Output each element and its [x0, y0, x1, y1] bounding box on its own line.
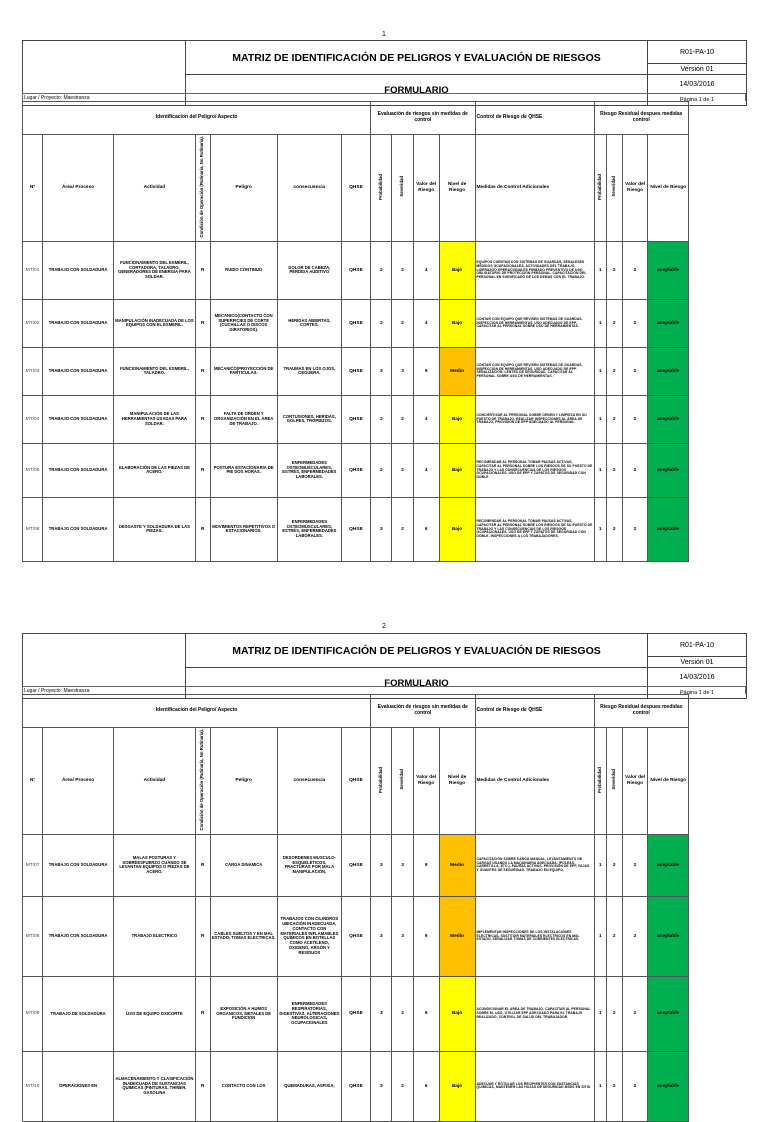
row-severity: 3 [392, 896, 413, 976]
row-probability: 3 [371, 347, 392, 395]
row-risk-level: Bajo [439, 976, 475, 1051]
document-title: MATRIZ DE IDENTIFICACIÓN DE PELIGROS Y EVALUACIÓN DE RIESGOS [186, 634, 648, 668]
row-activity: ALMACENAMIENTO Y CLASIFICACIÓN INADECUADA DE SUSTANCIAS QUIMICAS (PINTURAS, THINER, GASOLINA [113, 1051, 195, 1121]
row-risk-level-residual: aceptable [648, 497, 689, 561]
row-severity: 2 [392, 299, 413, 347]
row-risk-value: 4 [413, 299, 439, 347]
document-code: R01-PA-10 [648, 634, 747, 657]
row-probability: 2 [371, 395, 392, 443]
col-area: Área/ Proceso [43, 135, 114, 242]
row-qhse: QHSE [341, 395, 370, 443]
row-risk-level: Bajo [439, 443, 475, 497]
row-probability: 3 [371, 976, 392, 1051]
document-version: Versión 01 [648, 657, 747, 668]
row-control-measures: ADECUAR Y ROTULAR LOS RECIPIENTES CON SUSTANCIAS QUIMICAS, MANTENER LAS HOJAS DE SEGURIDAD MSDS EN SITIO [475, 1051, 594, 1121]
row-consequence: ENFERMEDADES OSTEOMUSCULARES, ESTRÉS, ENFERMEDADES LABORALES. [277, 497, 341, 561]
row-risk-level: Medio [439, 834, 475, 896]
risk-matrix-table [22, 694, 689, 1122]
row-severity-residual: 2 [606, 299, 622, 347]
row-severity-residual: 2 [606, 241, 622, 299]
row-risk-value: 6 [413, 976, 439, 1051]
col-activity: Actividad [113, 135, 195, 242]
col-risk-value: Valor del Riesgo [413, 135, 439, 242]
page-number: 1 [382, 31, 386, 38]
col-qhse: QHSE [341, 135, 370, 242]
row-number: MT/09 [23, 976, 43, 1051]
row-number: MT/05 [23, 443, 43, 497]
row-qhse: QHSE [341, 241, 370, 299]
row-qhse: QHSE [341, 834, 370, 896]
row-probability-residual: 1 [594, 443, 606, 497]
place-label: Lugar / Proyecto: Maestranza [22, 686, 746, 694]
row-risk-value: 4 [413, 241, 439, 299]
row-risk-value-residual: 2 [622, 443, 648, 497]
row-number: MT/02 [23, 299, 43, 347]
group-control: Control de Riesgo de QHSE [475, 695, 594, 728]
row-condition: R [195, 1051, 210, 1121]
row-risk-value-residual: 2 [622, 896, 648, 976]
group-evaluation: Evaluación de riesgos sin medidas de control [371, 695, 475, 728]
row-hazard: EXPOSICIÓN A HUMOS ORGANICOS, METALES DE FUNDICIÓN [210, 976, 277, 1051]
row-probability: 3 [371, 896, 392, 976]
document-subtitle: FORMULARIO [186, 75, 648, 106]
document-date: 14/03/2016 [648, 75, 747, 94]
row-severity: 2 [392, 443, 413, 497]
row-consequence: TRAUMAS EN LOS OJOS, CEGUERA. [277, 347, 341, 395]
row-number: MT/07 [23, 834, 43, 896]
row-control-measures: RECOMENDAR AL PERSONAL TOMAR PAUSAS ACTIVAS, CAPACITAR AL PERSONAL SOBRE LOS RIESGOS DE SU PUESTO DE TRABAJO Y LAS CONSECUENCIAS DE LOS RIESGOS OCUPACIONALES. USO DE EPP Y ZAPATOS DE SEGURIDAD CON DOBLE [475, 443, 594, 497]
row-consequence: CONTUSIONES, HERIDAS, GOLPES, TROPIEZOS. [277, 395, 341, 443]
row-consequence: QUEMADURAS, ASFIXIA, [277, 1051, 341, 1121]
page-label: Página 1 de 1 [648, 687, 747, 699]
row-severity: 2 [392, 976, 413, 1051]
logo-cell [23, 634, 186, 687]
row-risk-level-residual: aceptable [648, 976, 689, 1051]
col-measures: Medidas de Control Adicionales [475, 728, 594, 835]
col-measures: Medidas de Control Adicionales [475, 135, 594, 242]
row-probability-residual: 1 [594, 395, 606, 443]
row-control-measures: ACONDICIONAR EL AREA DE TRABAJO, CAPACITAR AL PERSONAL SOBRE EL USO, UTILIZAR EPP ADECUADO PARA EL TRABAJO REALIZADO, CONTROL DE SALUD DEL TRABAJADOR. [475, 976, 594, 1051]
group-identification: Identificacion del Peligro/ Aspecto [23, 102, 371, 135]
row-control-measures: EQUIPOS CUENTAN CON SISTEMAS DE GUARDAS, SENALESES MEDIDOS OCUPACIONALES, ACTIVIDADES DEL TRABAJO, LIDERAZGO OPERACIONALES FIRMADO PREVENTIVO DE USO OBLIGATORIO DE PROTECCIÓN PERSONAL. CAPACITACIÓN DEL PERSONAL EN SIGNIFICADO DE LOS DEMAS CON EL TRABAJO. [475, 241, 594, 299]
row-severity-residual: 2 [606, 834, 622, 896]
col-severity: Severidad [392, 135, 413, 242]
row-hazard: CONTACTO CON LOS [210, 1051, 277, 1121]
row-condition: R [195, 497, 210, 561]
row-probability: 3 [371, 1051, 392, 1121]
row-severity: 3 [392, 834, 413, 896]
row-control-measures: CONCIENTIZAR AL PERSONAL SOBRE ORDEN Y LIMPIEZA EN SU PUESTO DE TRABAJO, REALIZAR INSPECCIONES AL ÁREA DE TRABAJO, PROVISIÓN DE EPP ADECUADO AL PERSONAL. [475, 395, 594, 443]
row-probability-residual: 1 [594, 241, 606, 299]
row-activity: FUNCIONAMIENTO DEL ESMERIL, TALADRO. [113, 347, 195, 395]
row-probability: 2 [371, 443, 392, 497]
row-risk-level-residual: aceptable [648, 395, 689, 443]
row-area: OPERACIONES EN [43, 1051, 114, 1121]
row-control-measures: IMPLEMENTAR INSPECCIONES DE LOS INSTALACIONES ELECTRICAS. SUSTITUIR MATERIALES ELECTRICOS EN MAL ESTADO, SEÑALIZAR TOMAS DE CORRIENTES ELECTRICAS. [475, 896, 594, 976]
row-risk-value: 4 [413, 443, 439, 497]
row-condition: R [195, 241, 210, 299]
row-condition: R [195, 395, 210, 443]
document-date: 14/03/2016 [648, 668, 747, 687]
row-activity: MALAS POSTURAS Y SOBREESFUERZO CUANDO SE LEVANTAN EQUIPOS O PIEZAS DE ACERO. [113, 834, 195, 896]
row-severity-residual: 2 [606, 896, 622, 976]
row-risk-level: Bajo [439, 299, 475, 347]
row-risk-value-residual: 2 [622, 497, 648, 561]
row-area: TRABAJO CON SOLDADURA [43, 497, 114, 561]
row-condition: R [195, 443, 210, 497]
row-risk-value-residual: 2 [622, 1051, 648, 1121]
place-label: Lugar / Proyecto: Maestranza [22, 93, 746, 101]
document-version: Versión 01 [648, 64, 747, 75]
row-activity: DESGASTE Y SOLDADURA DE LAS PIEZAS. [113, 497, 195, 561]
col-severity-residual: Severidad [606, 728, 622, 835]
row-activity: TRABAJO ELECTRICO [113, 896, 195, 976]
row-qhse: QHSE [341, 299, 370, 347]
col-probability: Probabilidad [371, 728, 392, 835]
row-risk-level-residual: aceptable [648, 834, 689, 896]
col-hazard: Peligro [210, 135, 277, 242]
row-qhse: QHSE [341, 1051, 370, 1121]
row-activity: MANIPULACIÓN INADECUADA DE LOS EQUIPOS CON EL ESMERIL. [113, 299, 195, 347]
row-probability: 3 [371, 834, 392, 896]
row-qhse: QHSE [341, 443, 370, 497]
row-number: MT/01 [23, 241, 43, 299]
document-subtitle: FORMULARIO [186, 668, 648, 699]
row-probability-residual: 1 [594, 1051, 606, 1121]
row-probability-residual: 1 [594, 299, 606, 347]
row-risk-value-residual: 2 [622, 241, 648, 299]
page-label: Página 1 de 1 [648, 94, 747, 106]
table-row [23, 834, 689, 896]
col-n: N° [23, 135, 43, 242]
row-qhse: QHSE [341, 497, 370, 561]
col-risk-level: Nivel de Riesgo [439, 135, 475, 242]
row-risk-level-residual: aceptable [648, 299, 689, 347]
row-number: MT/04 [23, 395, 43, 443]
col-consequence: consecuencia [277, 135, 341, 242]
col-risk-value: Valor del Riesgo [413, 728, 439, 835]
rows-page-2 [23, 834, 689, 1121]
row-qhse: QHSE [341, 976, 370, 1051]
row-hazard: CABLES SUELTOS Y EN MAL ESTADO, TOMAS ELECTRICAS. [210, 896, 277, 976]
row-severity-residual: 2 [606, 395, 622, 443]
page-number: 2 [382, 623, 386, 630]
row-risk-level: Medio [439, 347, 475, 395]
row-activity: USO DE EQUIPO OXICORTE [113, 976, 195, 1051]
row-consequence: ENFERMEDADES OSTEOMUSCULARES, ESTRÉS, ENFERMEDADES LABORALES. [277, 443, 341, 497]
row-severity-residual: 2 [606, 347, 622, 395]
row-number: MT/08 [23, 896, 43, 976]
row-hazard: RUIDO CONTINUO [210, 241, 277, 299]
col-severity-residual: Severidad [606, 135, 622, 242]
col-risk-value-residual: Valor del Riesgo [622, 135, 648, 242]
col-risk-level: Nivel de Riesgo [439, 728, 475, 835]
row-risk-value: 9 [413, 347, 439, 395]
row-risk-level-residual: aceptable [648, 443, 689, 497]
row-qhse: QHSE [341, 896, 370, 976]
row-activity: FUNCIONAMIENTO DEL ESMERIL, CORTADORA, TALADRO, GENERADORES DE ENERGIA PARA SOLDAR. [113, 241, 195, 299]
row-area: TRABAJO CON SOLDADURA [43, 443, 114, 497]
row-severity-residual: 2 [606, 976, 622, 1051]
row-severity: 2 [392, 1051, 413, 1121]
row-condition: R [195, 896, 210, 976]
row-area: TRABAJO CON SOLDADURA [43, 347, 114, 395]
col-area: Área/ Proceso [43, 728, 114, 835]
col-condition: Condición de Operación (Rutinaria, No Rutinaria). [195, 728, 210, 835]
row-probability: 2 [371, 241, 392, 299]
row-qhse: QHSE [341, 347, 370, 395]
table-row [23, 1051, 689, 1121]
row-hazard: MECANICO(CONTACTO CON SUPERFICIES DE CORTE (CUCHILLAS O DISCOS GIRATORIOS). [210, 299, 277, 347]
row-hazard: FALTA DE ORDEN Y ORGANIZACIÓN EN EL ÁREA DE TRABAJO. [210, 395, 277, 443]
row-severity-residual: 2 [606, 443, 622, 497]
row-hazard: MECANICO(PROYECCIÓN DE PARTICULAS. [210, 347, 277, 395]
row-consequence: DESORDENES MUSCULO-ESQUELÉTICOS, FRACTURAS POR MALA MANIPULACIÓN. [277, 834, 341, 896]
row-risk-value: 6 [413, 497, 439, 561]
row-hazard: POSTURA ESTACIONARIA DE PIE DOS HORAS. [210, 443, 277, 497]
row-area: TRABAJO CON SOLDADURA [43, 299, 114, 347]
row-number: MT/03 [23, 347, 43, 395]
col-qhse: QHSE [341, 728, 370, 835]
row-consequence: DOLOR DE CABEZA, PÉRDIDA AUDITIVO [277, 241, 341, 299]
row-risk-level-residual: aceptable [648, 1051, 689, 1121]
row-area: TRABAJO DE SOLDADURA [43, 976, 114, 1051]
row-consequence: TRABAJOS CON CILINDROS UBICACIÓN INADECUADA, CONTACTO CON MATERIALES INFLAMABLES QUÍMICOS EN BOTELLAS COMO ACETILENO, OXIGENO, ARGÓN Y RESIDUOS [277, 896, 341, 976]
row-risk-level: Bajo [439, 241, 475, 299]
col-activity: Actividad [113, 728, 195, 835]
row-severity-residual: 2 [606, 497, 622, 561]
group-residual: Riesgo Residual despues medidas control [594, 695, 688, 728]
row-severity: 2 [392, 395, 413, 443]
row-number: MT/06 [23, 497, 43, 561]
row-risk-level-residual: aceptable [648, 896, 689, 976]
row-hazard: MOVIMIENTOS REPETITIVOS O ESTACIONARIOS. [210, 497, 277, 561]
group-identification: Identificacion del Peligro/ Aspecto [23, 695, 371, 728]
col-consequence: consecuencia [277, 728, 341, 835]
row-probability: 3 [371, 497, 392, 561]
row-control-measures: RECOMENDAR AL PERSONAL TOMAR PAUSAS ACTIVAS, CAPACITAR AL PERSONAL SOBRE LOS RIESGOS DE SU PUESTO DE TRABAJO Y LAS CONSECUENCIAS DE LOS RIESGOS OCUPACIONALES. USO DE EPP Y ZAPATOS DE SEGURIDAD CON DOBLE. INSPECCIONES A LOS TRABAJADORES. [475, 497, 594, 561]
row-risk-level: Bajo [439, 497, 475, 561]
row-area: TRABAJO CON SOLDADURA [43, 896, 114, 976]
row-activity: MANIPULACIÓN DE LAS HERRAMIENTAS USADAS PARA SOLDAR. [113, 395, 195, 443]
row-condition: R [195, 299, 210, 347]
row-risk-value: 4 [413, 395, 439, 443]
row-area: TRABAJO CON SOLDADURA [43, 395, 114, 443]
table-row [23, 976, 689, 1051]
col-risk-value-residual: Valor del Riesgo [622, 728, 648, 835]
col-probability-residual: Probabilidad [594, 728, 606, 835]
row-probability-residual: 1 [594, 347, 606, 395]
row-condition: R [195, 976, 210, 1051]
document-title: MATRIZ DE IDENTIFICACIÓN DE PELIGROS Y EVALUACIÓN DE RIESGOS [186, 41, 648, 75]
row-consequence: HERIDAS ABIERTAS, CORTES. [277, 299, 341, 347]
row-risk-level: Bajo [439, 395, 475, 443]
row-risk-level: Bajo [439, 1051, 475, 1121]
row-probability: 2 [371, 299, 392, 347]
row-number: MT/10 [23, 1051, 43, 1121]
row-control-measures: CONTAR CON EQUIPO QUE REVISEN SISTEMAS DE GUARDAS. INSPECCIÓN DE HERRAMIENTAS. USO ADECUADO DE EPP. CAPACITAR AL PERSONAL SOBRE USO DE HERRAMIENTAS. [475, 299, 594, 347]
row-risk-level-residual: aceptable [648, 241, 689, 299]
row-risk-level-residual: aceptable [648, 347, 689, 395]
col-probability: Probabilidad [371, 135, 392, 242]
row-probability-residual: 1 [594, 834, 606, 896]
row-probability-residual: 1 [594, 497, 606, 561]
row-probability-residual: 1 [594, 976, 606, 1051]
col-risk-level-residual: Nivel de Riesgo [648, 728, 689, 835]
row-risk-value: 9 [413, 834, 439, 896]
group-control: Control de Riesgo de QHSE [475, 102, 594, 135]
row-risk-value: 6 [413, 1051, 439, 1121]
row-hazard: CARGA DINAMICA [210, 834, 277, 896]
col-condition: Condición de Operación (Rutinaria, No Rutinaria). [195, 135, 210, 242]
group-residual: Riesgo Residual despues medidas control [594, 102, 688, 135]
row-control-measures: CAPACITACIÓN SOBRE CARGA MANUAL. LEVANTAMIENTO DE CARGAS USANDO LA MAQUINARIA ADECUADA. (POLEAS, CARRETILLA, ETC.). PAUSAS ACTIVAS. PROVISIÓN DE EPP, FAJAS Y GUANTES DE SEGURIDAD. TRABAJO EN EQUIPO. [475, 834, 594, 896]
row-area: TRABAJO CON SOLDADURA [43, 834, 114, 896]
col-severity: Severidad [392, 728, 413, 835]
row-risk-level: Medio [439, 896, 475, 976]
row-risk-value: 9 [413, 896, 439, 976]
row-risk-value-residual: 2 [622, 395, 648, 443]
document-code: R01-PA-10 [648, 41, 747, 64]
row-activity: ELABORACIÓN DE LAS PIEZAS DE ACERO. [113, 443, 195, 497]
row-risk-value-residual: 2 [622, 834, 648, 896]
row-risk-value-residual: 2 [622, 347, 648, 395]
col-probability-residual: Probabilidad [594, 135, 606, 242]
col-n: N° [23, 728, 43, 835]
table-row [23, 896, 689, 976]
row-severity: 2 [392, 497, 413, 561]
row-severity: 2 [392, 241, 413, 299]
row-control-measures: CONTAR CON EQUIPO QUE REVISEN SISTEMAS DE GUARDAS. INSPECCIÓN DE HERRAMIENTAS. USO ADECUADO DE EPP. SEÑALIZACIÓN, LENTES DE SEGURIDAD. CAPACITAR AL PERSONAL SOBRE USO DE HERRAMIENTAS. [475, 347, 594, 395]
row-probability-residual: 1 [594, 896, 606, 976]
row-severity: 3 [392, 347, 413, 395]
group-evaluation: Evaluación de riesgos sin medidas de control [371, 102, 475, 135]
row-risk-value-residual: 2 [622, 976, 648, 1051]
row-consequence: ENFERMEDADES RESPIRATORIAS, DIGESTIVAS, ALTERACIONES NEUROLOGICAS, OCUPACIONALES [277, 976, 341, 1051]
col-hazard: Peligro [210, 728, 277, 835]
row-condition: R [195, 834, 210, 896]
row-risk-value-residual: 2 [622, 299, 648, 347]
col-risk-level-residual: Nivel de Riesgo [648, 135, 689, 242]
row-area: TRABAJO CON SOLDADURA [43, 241, 114, 299]
row-condition: R [195, 347, 210, 395]
row-severity-residual: 2 [606, 1051, 622, 1121]
